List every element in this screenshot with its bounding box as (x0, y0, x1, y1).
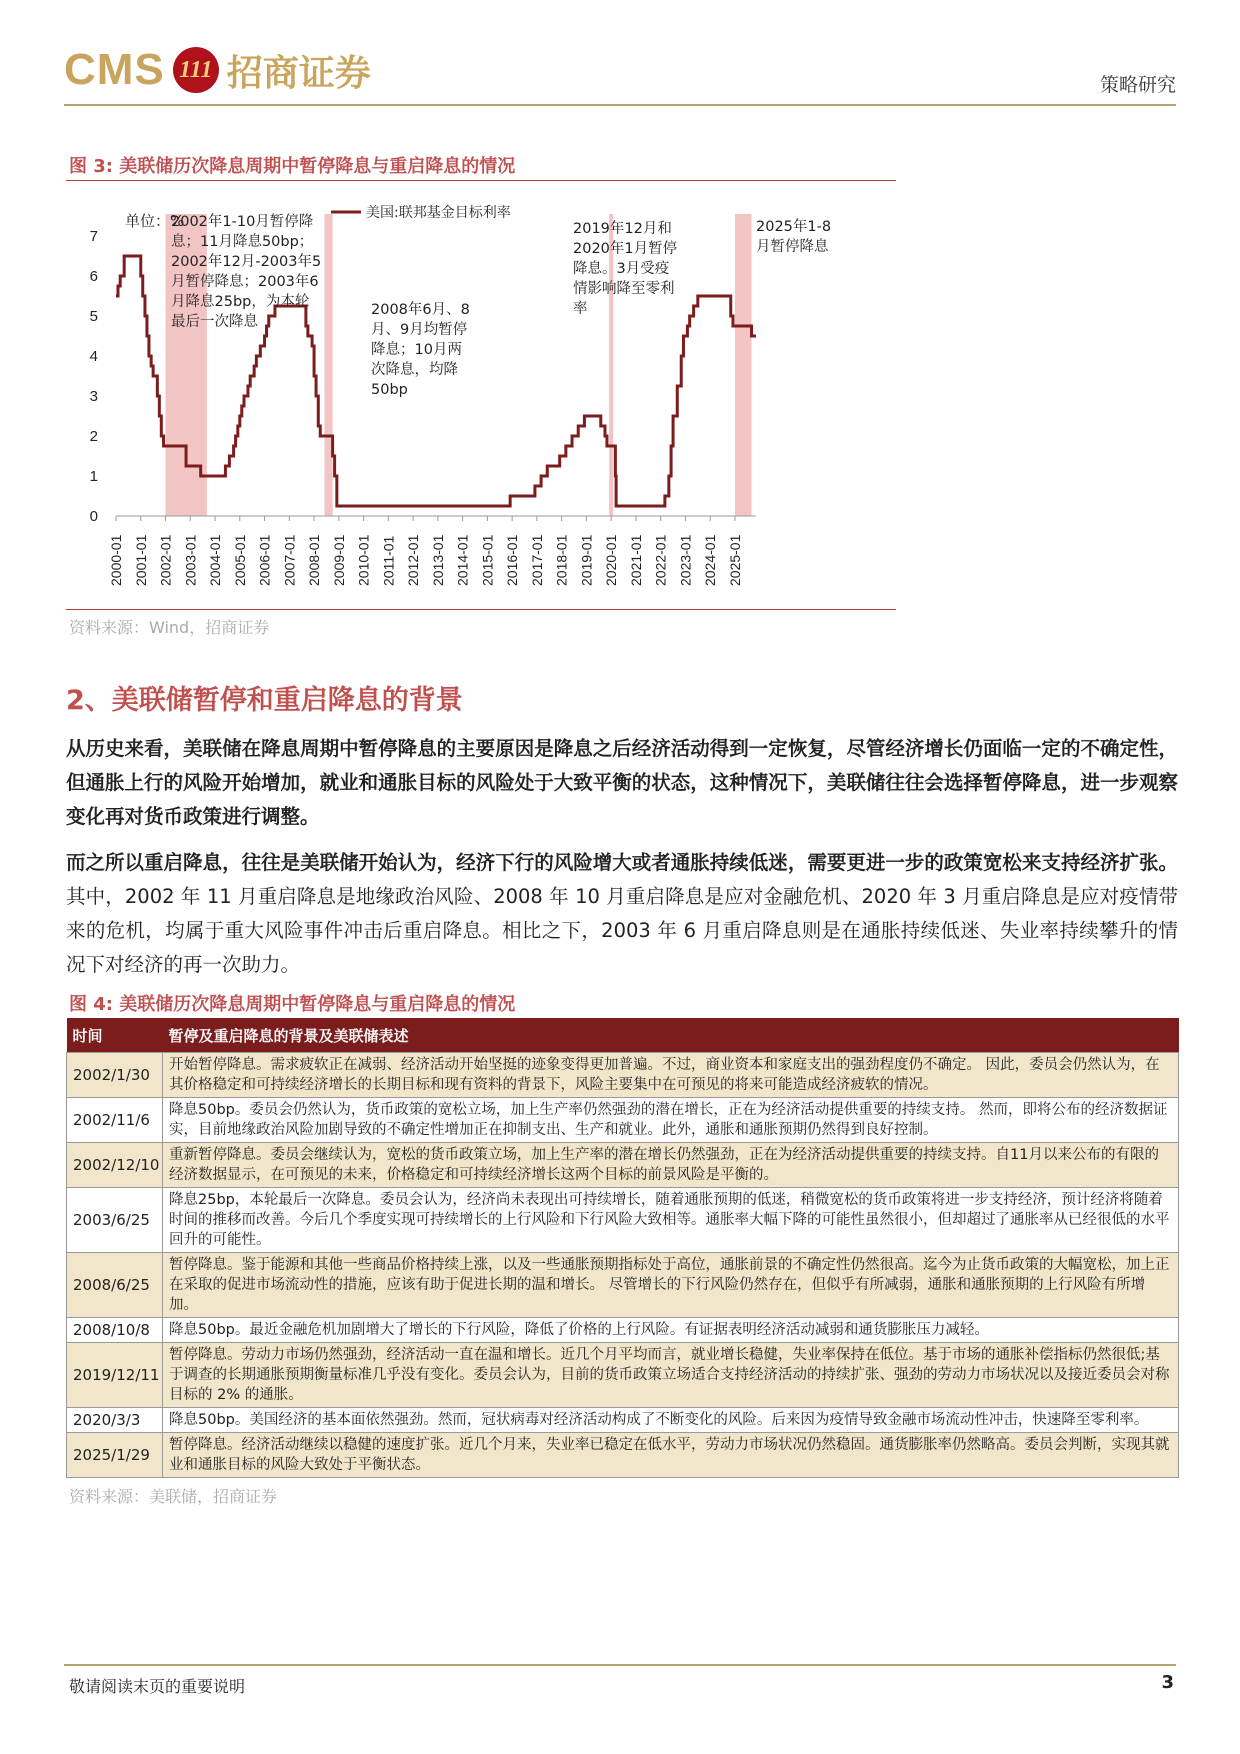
shaded-period-2 (609, 214, 613, 516)
fed-pause-table (66, 1018, 1179, 1478)
annotation-line: 2008年6月、8 (371, 302, 470, 318)
x-tick-label: 2007-01 (281, 534, 298, 586)
annotation-line: 降息；10月两 (371, 342, 462, 358)
annotation-line: 情影响降至零利 (573, 281, 675, 297)
logo-cms-text: CMS (64, 45, 165, 94)
table-cell-date: 2025/1/29 (67, 1433, 163, 1478)
annotation-line: 50bp (371, 382, 408, 398)
table-cell-date: 2019/12/11 (67, 1343, 163, 1408)
figure3-bottom-rule (66, 609, 896, 610)
x-tick-label: 2012-01 (405, 534, 422, 586)
table-header-row (67, 1018, 1179, 1053)
table-cell-date: 2008/10/8 (67, 1318, 163, 1343)
annotation-line: 2002年12月-2003年5 (171, 254, 322, 270)
y-tick-label: 3 (89, 388, 98, 405)
x-tick-label: 2000-01 (108, 534, 124, 586)
y-unit-label: 单位：% (125, 212, 185, 230)
table-cell-description: 开始暂停降息。需求疲软正在减弱、经济活动开始坚挺的迹象变得更加普遍。不过，商业资本和家庭支出的强劲程度仍不确定。 因此，委员会仍然认为，在其价格稳定和可持续经济增长的长期目标和现有资料的背景下，风险主要集中在可预见的将来可能造成经济疲软的情况。 (163, 1053, 1179, 1098)
header-divider (64, 104, 1176, 106)
figure4-source: 资料来源：美联储，招商证券 (69, 1487, 278, 1506)
table-row (67, 1053, 1179, 1098)
table-header-date: 时间 (67, 1018, 163, 1053)
table-cell-description: 暂停降息。鉴于能源和其他一些商品价格持续上涨，以及一些通胀预期指标处于高位，通胀前景的不确定性仍然很高。迄今为止货币政策的大幅宽松，加上正在采取的促进市场流动性的措施，应该有助于促进长期的温和增长。 尽管增长的下行风险仍然存在，但似乎有所减弱，通胀和通胀预期的上行风险有所增加。 (163, 1253, 1179, 1318)
table-row (67, 1318, 1179, 1343)
report-category: 策略研究 (1099, 74, 1176, 96)
table-row (67, 1343, 1179, 1408)
table-row (67, 1188, 1179, 1253)
table-cell-description: 暂停降息。经济活动继续以稳健的速度扩张。近几个月来，失业率已稳定在低水平，劳动力市场状况仍然稳固。通货膨胀率仍然略高。委员会判断，实现其就业和通胀目标的风险大致处于平衡状态。 (163, 1433, 1179, 1478)
logo-emblem-icon (173, 47, 219, 93)
x-tick-label: 2019-01 (578, 534, 595, 586)
annotation-line: 月暂停降息 (756, 239, 829, 255)
annotation-line: 2002年1-10月暂停降 (171, 214, 314, 230)
chart-annotation-3 (756, 217, 831, 255)
paragraph-1 (66, 732, 1178, 834)
footer-disclaimer: 敬请阅读末页的重要说明 (69, 1677, 246, 1696)
table-cell-date: 2002/1/30 (67, 1053, 163, 1098)
table-cell-date: 2002/12/10 (67, 1143, 163, 1188)
footer-divider (64, 1664, 1176, 1666)
annotation-line: 最后一次降息 (171, 314, 258, 330)
x-tick-label: 2010-01 (355, 534, 372, 586)
x-tick-label: 2004-01 (207, 534, 224, 586)
annotation-line: 月暂停降息；2003年6 (171, 274, 319, 290)
logo-chinese-name: 招商证券 (226, 51, 371, 94)
table-row (67, 1253, 1179, 1318)
figure3-source: 资料来源：Wind，招商证券 (69, 618, 270, 637)
annotation-line: 2020年1月暂停 (573, 241, 678, 257)
x-tick-label: 2002-01 (157, 534, 174, 586)
table-row (67, 1098, 1179, 1143)
table-row (67, 1408, 1179, 1433)
x-tick-label: 2011-01 (380, 535, 397, 586)
x-tick-label: 2009-01 (330, 534, 347, 586)
y-tick-label: 2 (89, 428, 98, 445)
x-tick-label: 2025-01 (726, 534, 743, 586)
company-logo (64, 40, 371, 100)
paragraph-1-bold: 从历史来看，美联储在降息周期中暂停降息的主要原因是降息之后经济活动得到一定恢复，尽管经济增长仍面临一定的不确定性，但通胀上行的风险开始增加，就业和通胀目标的风险处于大致平衡的状态，这种情况下，美联储往往会选择暂停降息，进一步观察变化再对货币政策进行调整。 (66, 737, 1178, 828)
table-cell-date: 2002/11/6 (67, 1098, 163, 1143)
annotation-line: 率 (573, 301, 588, 317)
annotation-line: 息；11月降息50bp； (171, 234, 314, 250)
figure4-title: 图 4: 美联储历次降息周期中暂停降息与重启降息的情况 (69, 994, 516, 1015)
annotation-line: 降息。3月受疫 (573, 261, 670, 277)
table-cell-description: 降息50bp。委员会仍然认为，货币政策的宽松立场，加上生产率仍然强劲的潜在增长，正在为经济活动提供重要的持续支持。 然而，即将公布的经济数据证实，目前地缘政治风险加剧导致的不确定性增加正在抑制支出、生产和就业。此外，通胀和通胀预期仍然得到良好控制。 (163, 1098, 1179, 1143)
x-tick-label: 2013-01 (429, 534, 446, 586)
y-tick-label: 0 (89, 508, 98, 525)
table-cell-date: 2003/6/25 (67, 1188, 163, 1253)
table-cell-description: 重新暂停降息。委员会继续认为，宽松的货币政策立场，加上生产率的潜在增长仍然强劲，正在为经济活动提供重要的持续支持。自11月以来公布的有限的经济数据显示，在可预见的未来，价格稳定和可持续经济增长这两个目标的前景风险是平衡的。 (163, 1143, 1179, 1188)
x-tick-label: 2008-01 (306, 534, 323, 586)
x-tick-label: 2024-01 (702, 534, 719, 586)
y-tick-label: 4 (89, 348, 98, 365)
page-number: 3 (1161, 1672, 1174, 1693)
annotation-line: 月、9月均暂停 (371, 322, 468, 338)
chart-annotation-2 (573, 219, 678, 317)
x-tick-label: 2014-01 (454, 534, 471, 586)
table-cell-description: 暂停降息。劳动力市场仍然强劲，经济活动一直在温和增长。近几个月平均而言，就业增长稳健，失业率保持在低位。基于市场的通胀补偿指标仍然很低;基于调查的长期通胀预期衡量标准几乎没有变化。委员会认为，目前的货币政策立场适合支持经济活动的持续扩张、强劲的劳动力市场状况以及接近委员会对称目标的 2% 的通胀。 (163, 1343, 1179, 1408)
annotation-line: 次降息，均降 (371, 362, 458, 378)
figure3-title-rule (66, 180, 896, 181)
x-tick-label: 2015-01 (479, 534, 496, 586)
table-row (67, 1143, 1179, 1188)
paragraph-2-text: 其中，2002 年 11 月重启降息是地缘政治风险、2008 年 10 月重启降息是应对金融危机、2020 年 3 月重启降息是应对疫情带来的危机，均属于重大风险事件冲击后重启降息。相比之下，2003 年 6 月重启降息则是在通胀持续低迷、失业率持续攀升的情况下对经济的再一次助力。 (66, 885, 1178, 976)
fed-funds-rate-chart (66, 196, 866, 606)
x-tick-label: 2023-01 (677, 534, 694, 586)
table-cell-date: 2020/3/3 (67, 1408, 163, 1433)
x-tick-label: 2003-01 (182, 534, 199, 586)
chart-annotation-1 (371, 300, 470, 398)
table-row (67, 1433, 1179, 1478)
x-tick-label: 2022-01 (652, 534, 669, 586)
table-header-description: 暂停及重启降息的背景及美联储表述 (163, 1018, 1179, 1053)
annotation-line: 2019年12月和 (573, 221, 672, 237)
table-cell-description: 降息50bp。最近金融危机加剧增大了增长的下行风险，降低了价格的上行风险。有证据表明经济活动减弱和通货膨胀压力减轻。 (163, 1318, 1179, 1343)
y-tick-label: 7 (89, 228, 98, 245)
y-tick-label: 1 (89, 468, 98, 485)
x-tick-label: 2021-01 (627, 534, 644, 586)
x-tick-label: 2018-01 (553, 534, 570, 586)
annotation-line: 2025年1-8 (756, 219, 832, 235)
shaded-period-3 (735, 214, 752, 516)
annotation-line: 月降息25bp，为本轮 (171, 294, 310, 310)
x-tick-label: 2016-01 (504, 534, 521, 586)
x-tick-label: 2006-01 (256, 534, 273, 586)
table-cell-description: 降息50bp。美国经济的基本面依然强劲。然而，冠状病毒对经济活动构成了不断变化的风险。后来因为疫情导致金融市场流动性冲击，快速降至零利率。 (163, 1408, 1179, 1433)
x-tick-label: 2001-01 (132, 534, 149, 586)
y-tick-label: 6 (89, 268, 98, 285)
table-cell-description: 降息25bp，本轮最后一次降息。委员会认为，经济尚未表现出可持续增长，随着通胀预期的低迷，稍微宽松的货币政策将进一步支持经济，预计经济将随着时间的推移而改善。今后几个季度实现可持续增长的上行风险和下行风险大致相等。通胀率大幅下降的可能性虽然很小，但却超过了通胀率从已经很低的水平回升的可能性。 (163, 1188, 1179, 1253)
shaded-period-1 (324, 214, 332, 516)
x-tick-label: 2020-01 (603, 534, 620, 586)
paragraph-2-bold: 而之所以重启降息，往往是美联储开始认为，经济下行的风险增大或者通胀持续低迷，需要更进一步的政策宽松来支持经济扩张。 (66, 851, 1178, 874)
x-tick-label: 2017-01 (528, 534, 545, 586)
figure3-title: 图 3: 美联储历次降息周期中暂停降息与重启降息的情况 (69, 156, 516, 177)
legend-label: 美国:联邦基金目标利率 (366, 205, 511, 221)
logo-emblem-text: 111 (179, 56, 213, 83)
paragraph-2 (66, 846, 1178, 982)
section-title: 2、美联储暂停和重启降息的背景 (66, 685, 463, 716)
table-cell-date: 2008/6/25 (67, 1253, 163, 1318)
x-tick-label: 2005-01 (231, 534, 248, 586)
y-tick-label: 5 (89, 308, 98, 325)
